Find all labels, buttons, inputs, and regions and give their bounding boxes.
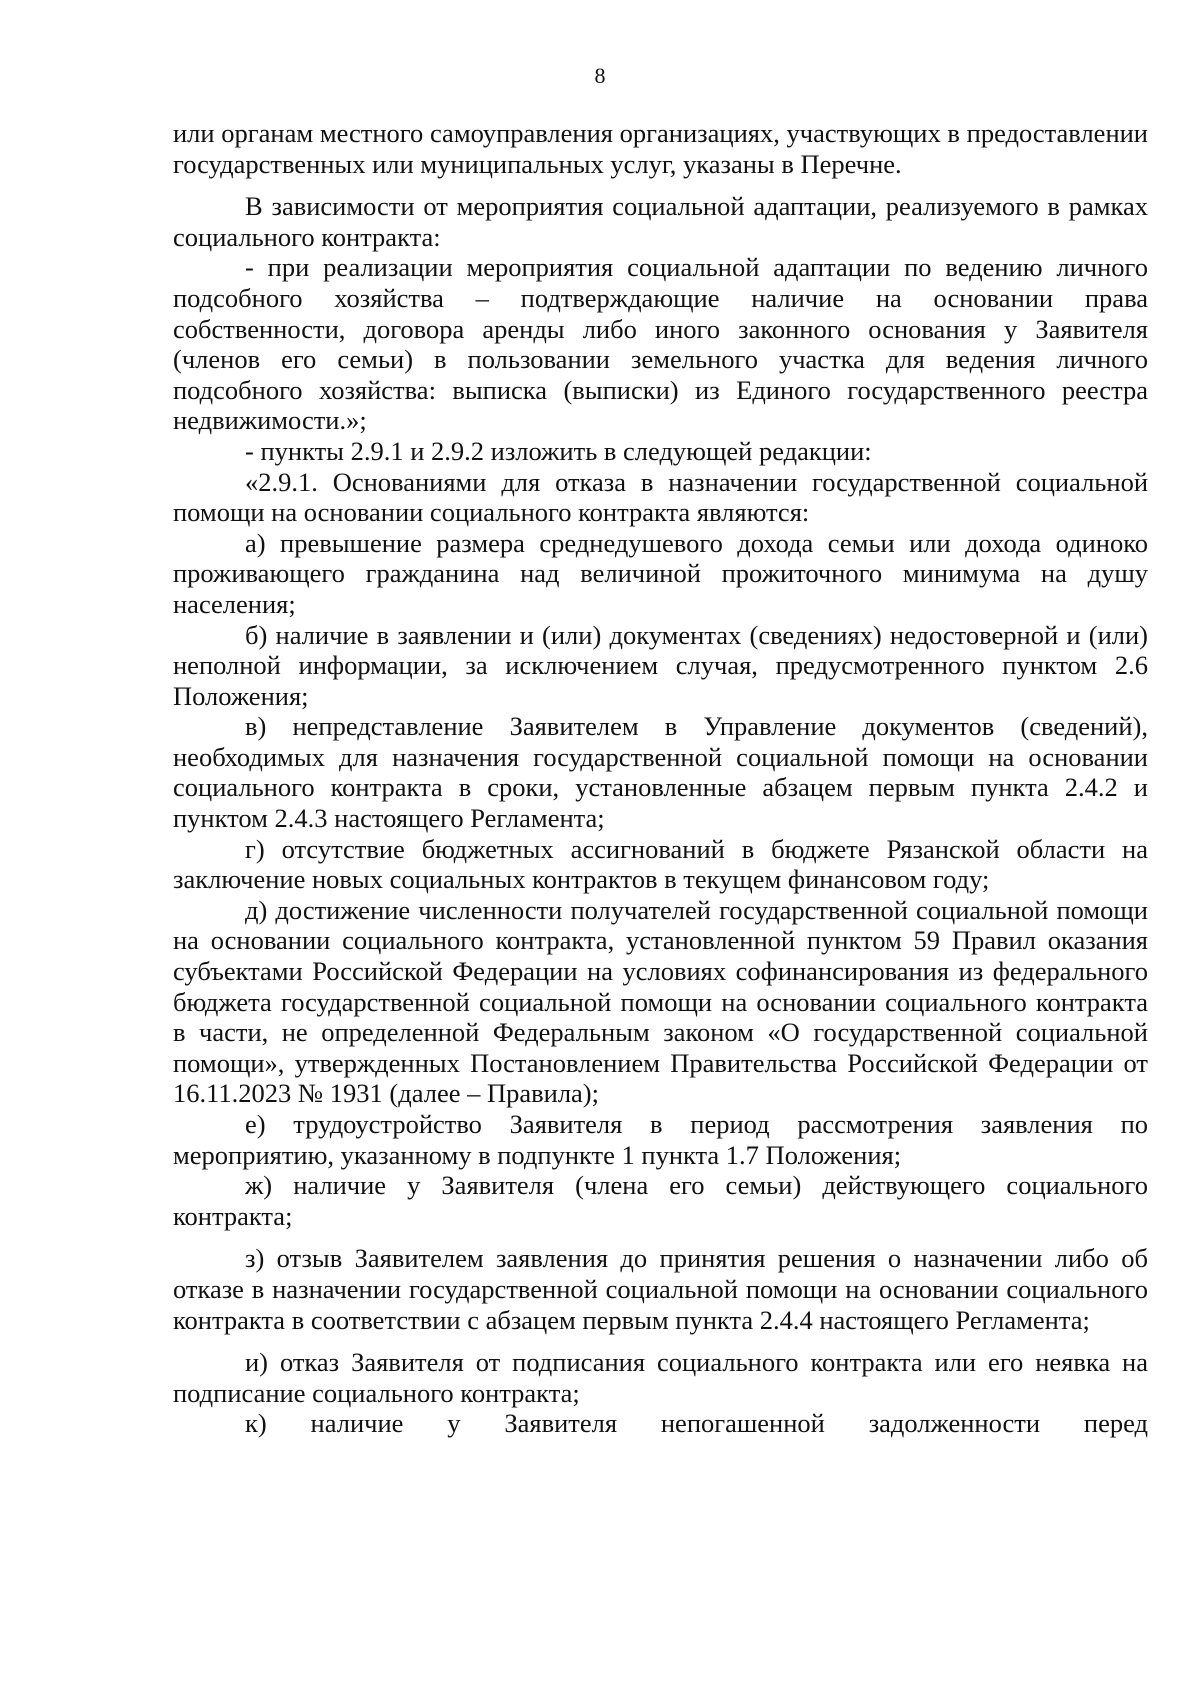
paragraph-amendment-intro: - пункты 2.9.1 и 2.9.2 изложить в следующей редакции: xyxy=(245,435,872,466)
paragraph-item-g: г) отсутствие бюджетных ассигнований в бюджете Рязанской области на заключение новых социальных контрактов в текущем финансовом году; xyxy=(173,833,1148,895)
paragraph-continuation: или органам местного самоуправления организациях, участвующих в предоставлении государственных или муниципальных услуг, указаны в Перечне. xyxy=(173,118,1148,179)
paragraph-item-d: д) достижение численности получателей государственной социальной помощи на основании социального контракта, установленной пунктом 59 Правил оказания субъектами Российской Федерации на условиях софинансирования из федерального бюджета государственной социальной помощи на основании социального контракта в части, не определенной Федеральным законом «О государственной социальной помощи», утвержденных Постановлением Правительства Российской Федерации от 16.11.2023 № 1931 (далее – Правила); xyxy=(173,894,1148,1109)
paragraph-item-v: в) непредставление Заявителем в Управление документов (сведений), необходимых для назначения государственной социальной помощи на основании социального контракта в сроки, установленные абзацем первым пункта 2.4.2 и пунктом 2.4.3 настоящего Регламента; xyxy=(173,711,1148,834)
paragraph-item-i: и) отказ Заявителя от подписания социального контракта или его неявка на подписание социального контракта; xyxy=(173,1347,1148,1408)
paragraph-item-a: а) превышение размера среднедушевого дохода семьи или дохода одиноко проживающего гражданина над величиной прожиточного минимума на душу населения; xyxy=(173,527,1148,619)
paragraph-item-z: з) отзыв Заявителем заявления до принятия решения о назначении либо об отказе в назначении государственной социальной помощи на основании социального контракта в соответствии с абзацем первым пункта 2.4.4 настоящего Регламента; xyxy=(173,1243,1148,1335)
paragraph-item-e: е) трудоустройство Заявителя в период рассмотрения заявления по мероприятию, указанному в подпункте 1 пункта 1.7 Положения; xyxy=(173,1109,1148,1170)
paragraph-adaptation-intro: В зависимости от мероприятия социальной адаптации, реализуемого в рамках социального контракта: xyxy=(173,191,1148,252)
page-number: 8 xyxy=(594,63,606,88)
document-body xyxy=(173,118,1148,1439)
paragraph-item-b: б) наличие в заявлении и (или) документах (сведениях) недостоверной и (или) неполной информации, за исключением случая, предусмотренного пунктом 2.6 Положения; xyxy=(173,619,1148,711)
paragraph-item-k: к) наличие у Заявителя непогашенной задолженности перед xyxy=(245,1408,1148,1439)
paragraph-item-zh: ж) наличие у Заявителя (члена его семьи) действующего социального контракта; xyxy=(173,1170,1148,1231)
paragraph-2-9-1: «2.9.1. Основаниями для отказа в назначении государственной социальной помощи на основании социального контракта являются: xyxy=(173,466,1148,528)
paragraph-household-item: - при реализации мероприятия социальной адаптации по ведению личного подсобного хозяйства – подтверждающие наличие на основании права собственности, договора аренды либо иного законного основания у Заявителя (членов его семьи) в пользовании земельного участка для ведения личного подсобного хозяйства: выписка (выписки) из Единого государственного реестра недвижимости.»; xyxy=(173,252,1148,436)
